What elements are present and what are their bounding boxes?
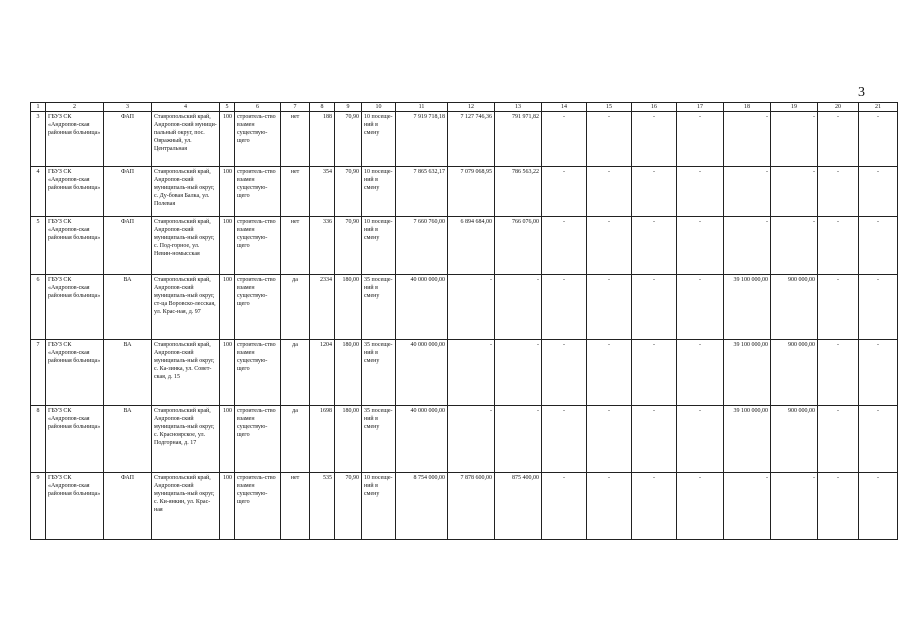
cell-col-18: - (724, 167, 771, 217)
column-header: 13 (495, 103, 542, 112)
cell-col-18: - (724, 472, 771, 539)
cell-capacity: 10 посеще-ний в смену (362, 167, 396, 217)
cell-population: 188 (310, 112, 335, 167)
cell-percent: 100 (220, 217, 235, 274)
cell-total-cost: 8 754 000,00 (396, 472, 448, 539)
cell-row-number: 4 (31, 167, 46, 217)
cell-population: 336 (310, 217, 335, 274)
cell-work-type: строитель-ство взамен существую-щего (235, 217, 281, 274)
cell-organization: ГБУЗ СК «Андропов-ская районная больница» (46, 112, 104, 167)
cell-col-18: - (724, 112, 771, 167)
objects-table (30, 102, 898, 540)
cell-col-19: 900 000,00 (771, 406, 818, 472)
cell-work-type: строитель-ство взамен существую-щего (235, 339, 281, 405)
cell-col-15: - (587, 274, 632, 339)
table-row (31, 112, 898, 167)
cell-object-type: ФАП (104, 167, 152, 217)
table-row (31, 217, 898, 274)
table-row (31, 274, 898, 339)
cell-address: Ставропольский край, Андропов-ский муниципаль-ный округ, с. Под-горное, ул. Невин-номысская (152, 217, 220, 274)
cell-col-14: - (542, 472, 587, 539)
column-header: 21 (859, 103, 898, 112)
cell-work-type: строитель-ство взамен существую-щего (235, 167, 281, 217)
cell-cost-regional: - (495, 339, 542, 405)
cell-capacity: 10 посеще-ний в смену (362, 112, 396, 167)
table-row (31, 406, 898, 472)
cell-percent: 100 (220, 167, 235, 217)
cell-area: 70,90 (335, 112, 362, 167)
cell-population: 354 (310, 167, 335, 217)
cell-population: 535 (310, 472, 335, 539)
cell-cost-federal: 7 079 068,95 (448, 167, 495, 217)
table-row (31, 339, 898, 405)
column-header: 8 (310, 103, 335, 112)
table-row (31, 167, 898, 217)
cell-col-18: 39 100 000,00 (724, 406, 771, 472)
column-header: 2 (46, 103, 104, 112)
cell-address: Ставропольский край, Андропов-ский муниципаль-ный округ, с. Красноярское, ул. Подгорная, д. 17 (152, 406, 220, 472)
cell-row-number: 7 (31, 339, 46, 405)
cell-col-20: - (818, 167, 859, 217)
cell-percent: 100 (220, 339, 235, 405)
cell-col-19: 900 000,00 (771, 339, 818, 405)
column-header: 5 (220, 103, 235, 112)
cell-col-19: - (771, 472, 818, 539)
cell-total-cost: 7 919 718,18 (396, 112, 448, 167)
column-header: 10 (362, 103, 396, 112)
column-header: 3 (104, 103, 152, 112)
cell-col-21: - (859, 167, 898, 217)
header-row (31, 103, 898, 112)
cell-col-17: - (677, 274, 724, 339)
cell-cost-regional: 786 563,22 (495, 167, 542, 217)
cell-object-type: ФАП (104, 472, 152, 539)
cell-row-number: 8 (31, 406, 46, 472)
cell-col-21: - (859, 217, 898, 274)
cell-total-cost: 40 000 000,00 (396, 274, 448, 339)
cell-area: 180,00 (335, 406, 362, 472)
cell-col-19: - (771, 217, 818, 274)
cell-work-type: строитель-ство взамен существую-щего (235, 274, 281, 339)
cell-col-14: - (542, 406, 587, 472)
cell-row-number: 5 (31, 217, 46, 274)
cell-address: Ставропольский край, Андропов-ский муници-пальный округ, пос. Овражный, ул. Центральная (152, 112, 220, 167)
cell-address: Ставропольский край, Андропов-ский муниципаль-ный округ, с. Ка-зинка, ул. Совет-ская, д. 15 (152, 339, 220, 405)
cell-address: Ставропольский край, Андропов-ский муниципаль-ный округ, ст-ца Воровско-лесская, ул. Крас-ная, д. 97 (152, 274, 220, 339)
column-header: 20 (818, 103, 859, 112)
cell-work-type: строитель-ство взамен существую-щего (235, 406, 281, 472)
cell-col-15: - (587, 339, 632, 405)
cell-organization: ГБУЗ СК «Андропов-ская районная больница» (46, 406, 104, 472)
cell-col-17: - (677, 339, 724, 405)
cell-cost-regional: 791 971,82 (495, 112, 542, 167)
cell-organization: ГБУЗ СК «Андропов-ская районная больница» (46, 217, 104, 274)
cell-organization: ГБУЗ СК «Андропов-ская районная больница» (46, 274, 104, 339)
cell-cost-federal: 6 894 684,00 (448, 217, 495, 274)
cell-total-cost: 40 000 000,00 (396, 339, 448, 405)
cell-cost-regional: - (495, 274, 542, 339)
cell-col-17: - (677, 406, 724, 472)
cell-col-16: - (632, 217, 677, 274)
cell-col-14: - (542, 274, 587, 339)
cell-total-cost: 7 660 760,00 (396, 217, 448, 274)
cell-col-15: - (587, 217, 632, 274)
cell-col-21: - (859, 472, 898, 539)
cell-col-15: - (587, 472, 632, 539)
cell-col-14: - (542, 112, 587, 167)
cell-cost-federal: 7 878 600,00 (448, 472, 495, 539)
cell-flag: нет (281, 472, 310, 539)
cell-object-type: ВА (104, 406, 152, 472)
cell-percent: 100 (220, 406, 235, 472)
cell-flag: нет (281, 112, 310, 167)
cell-population: 1204 (310, 339, 335, 405)
cell-population: 2334 (310, 274, 335, 339)
cell-cost-federal: - (448, 274, 495, 339)
page-number: 3 (858, 85, 865, 100)
cell-col-21: - (859, 339, 898, 405)
cell-organization: ГБУЗ СК «Андропов-ская районная больница» (46, 472, 104, 539)
column-header: 7 (281, 103, 310, 112)
cell-row-number: 3 (31, 112, 46, 167)
cell-col-20: - (818, 274, 859, 339)
cell-col-17: - (677, 217, 724, 274)
cell-col-15: - (587, 167, 632, 217)
cell-col-21: - (859, 274, 898, 339)
cell-col-18: - (724, 217, 771, 274)
column-header: 4 (152, 103, 220, 112)
cell-col-21: - (859, 112, 898, 167)
cell-col-16: - (632, 339, 677, 405)
cell-population: 1698 (310, 406, 335, 472)
cell-percent: 100 (220, 472, 235, 539)
cell-row-number: 9 (31, 472, 46, 539)
table-row (31, 472, 898, 539)
cell-area: 180,00 (335, 274, 362, 339)
cell-area: 70,90 (335, 472, 362, 539)
cell-area: 70,90 (335, 217, 362, 274)
cell-col-16: - (632, 112, 677, 167)
cell-area: 180,00 (335, 339, 362, 405)
cell-object-type: ВА (104, 274, 152, 339)
cell-capacity: 35 посеще-ний в смену (362, 339, 396, 405)
column-header: 17 (677, 103, 724, 112)
cell-col-20: - (818, 406, 859, 472)
column-header: 16 (632, 103, 677, 112)
cell-capacity: 35 посеще-ний в смену (362, 274, 396, 339)
cell-col-20: - (818, 472, 859, 539)
cell-col-18: 39 100 000,00 (724, 274, 771, 339)
cell-cost-federal: - (448, 339, 495, 405)
cell-work-type: строитель-ство взамен существую-щего (235, 472, 281, 539)
cell-col-17: - (677, 112, 724, 167)
cell-flag: да (281, 274, 310, 339)
column-header: 1 (31, 103, 46, 112)
cell-object-type: ФАП (104, 217, 152, 274)
cell-col-17: - (677, 167, 724, 217)
cell-cost-federal: 7 127 746,36 (448, 112, 495, 167)
cell-col-20: - (818, 112, 859, 167)
cell-col-16: - (632, 472, 677, 539)
cell-capacity: 10 посеще-ний в смену (362, 217, 396, 274)
column-header: 9 (335, 103, 362, 112)
cell-col-19: 900 000,00 (771, 274, 818, 339)
column-header: 6 (235, 103, 281, 112)
column-header: 18 (724, 103, 771, 112)
cell-percent: 100 (220, 274, 235, 339)
cell-col-18: 39 100 000,00 (724, 339, 771, 405)
cell-flag: да (281, 406, 310, 472)
cell-cost-federal: - (448, 406, 495, 472)
cell-organization: ГБУЗ СК «Андропов-ская районная больница» (46, 339, 104, 405)
cell-capacity: 35 посеще-ний в смену (362, 406, 396, 472)
cell-col-14: - (542, 167, 587, 217)
cell-object-type: ВА (104, 339, 152, 405)
column-header: 14 (542, 103, 587, 112)
cell-col-19: - (771, 167, 818, 217)
column-header: 11 (396, 103, 448, 112)
column-header: 15 (587, 103, 632, 112)
cell-flag: нет (281, 167, 310, 217)
cell-work-type: строитель-ство взамен существую-щего (235, 112, 281, 167)
column-header: 12 (448, 103, 495, 112)
cell-col-16: - (632, 167, 677, 217)
cell-address: Ставропольский край, Андропов-ский муниципаль-ный округ, с. Ду-бовая Балка, ул. Полевая (152, 167, 220, 217)
cell-flag: нет (281, 217, 310, 274)
cell-object-type: ФАП (104, 112, 152, 167)
cell-col-19: - (771, 112, 818, 167)
cell-percent: 100 (220, 112, 235, 167)
cell-cost-regional: - (495, 406, 542, 472)
cell-flag: да (281, 339, 310, 405)
cell-col-15: - (587, 406, 632, 472)
column-header: 19 (771, 103, 818, 112)
cell-cost-regional: 766 076,00 (495, 217, 542, 274)
cell-col-14: - (542, 217, 587, 274)
cell-col-15: - (587, 112, 632, 167)
cell-cost-regional: 875 400,00 (495, 472, 542, 539)
cell-col-20: - (818, 339, 859, 405)
cell-organization: ГБУЗ СК «Андропов-ская районная больница» (46, 167, 104, 217)
cell-col-16: - (632, 406, 677, 472)
cell-col-16: - (632, 274, 677, 339)
cell-col-20: - (818, 217, 859, 274)
cell-capacity: 10 посеще-ний в смену (362, 472, 396, 539)
cell-total-cost: 7 865 632,17 (396, 167, 448, 217)
cell-col-21: - (859, 406, 898, 472)
cell-col-14: - (542, 339, 587, 405)
cell-total-cost: 40 000 000,00 (396, 406, 448, 472)
cell-col-17: - (677, 472, 724, 539)
cell-address: Ставропольский край, Андропов-ский муниципаль-ный округ, с. Ки-янкин, ул. Крас-ная (152, 472, 220, 539)
cell-area: 70,90 (335, 167, 362, 217)
cell-row-number: 6 (31, 274, 46, 339)
